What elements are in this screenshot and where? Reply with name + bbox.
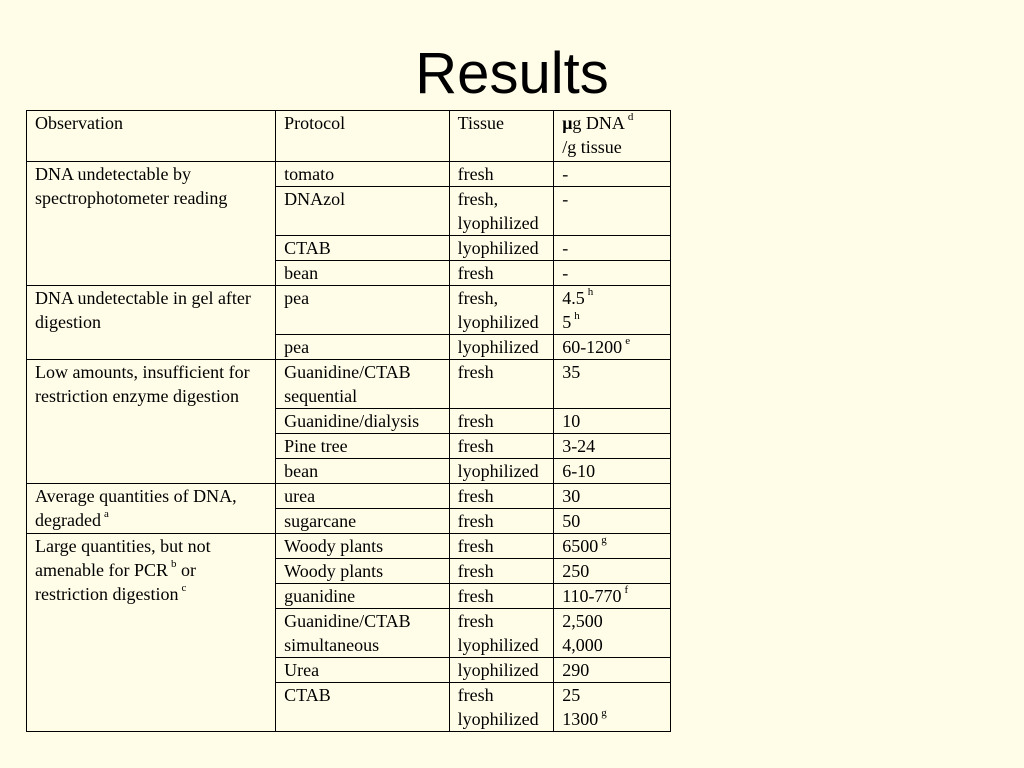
dna-value: 5 — [562, 312, 572, 332]
dna-cell: - — [554, 261, 671, 286]
dna-cell: 6-10 — [554, 459, 671, 484]
tissue-cell: fresh — [449, 484, 554, 509]
tissue-line: fresh — [457, 685, 494, 705]
protocol-cell: Guanidine/dialysis — [276, 409, 450, 434]
dna-cell: 35 — [554, 360, 671, 409]
dna-footnote: g — [601, 707, 607, 719]
dna-footnote: g — [601, 534, 607, 546]
table-row — [27, 162, 671, 187]
observation-cell: Low amounts, insufficient for restriction enzyme digestion — [27, 360, 276, 484]
protocol-cell: CTAB — [276, 236, 450, 261]
dna-footnote: h — [587, 286, 594, 298]
slide-title: Results — [415, 41, 609, 106]
protocol-cell: pea — [276, 335, 450, 360]
dna-footnote: h — [574, 310, 580, 322]
protocol-cell: guanidine — [276, 584, 450, 609]
header-observation: Observation — [27, 111, 276, 162]
table-header-row — [27, 111, 671, 162]
tissue-cell: fresh — [449, 509, 554, 534]
mu-symbol: μ — [562, 113, 573, 133]
dna-cell — [554, 534, 671, 559]
header-dna-footnote: d — [627, 111, 634, 123]
tissue-line: lyophilized — [457, 635, 539, 655]
protocol-cell: pea — [276, 286, 450, 335]
protocol-cell: tomato — [276, 162, 450, 187]
header-dna-label: g DNA — [572, 113, 625, 133]
tissue-cell: fresh — [449, 162, 554, 187]
observation-text: Large quantities, but not amenable for PCR — [35, 536, 211, 580]
header-protocol: Protocol — [276, 111, 450, 162]
protocol-cell: Guanidine/CTAB simultaneous — [276, 609, 450, 658]
dna-cell — [554, 335, 671, 360]
observation-footnote: a — [103, 508, 109, 520]
protocol-cell: DNAzol — [276, 187, 450, 236]
tissue-cell: fresh — [449, 409, 554, 434]
dna-cell: 3-24 — [554, 434, 671, 459]
tissue-line: lyophilized — [457, 312, 539, 332]
dna-cell — [554, 286, 671, 335]
dna-value: 2,500 — [562, 611, 603, 631]
dna-footnote: e — [625, 335, 631, 347]
dna-cell: 290 — [554, 658, 671, 683]
tissue-cell: fresh — [449, 584, 554, 609]
results-table — [26, 110, 671, 732]
dna-value: 6500 — [562, 536, 599, 556]
tissue-cell: lyophilized — [449, 459, 554, 484]
observation-text: or restriction digestion — [35, 560, 196, 604]
dna-cell: 30 — [554, 484, 671, 509]
tissue-cell: fresh — [449, 559, 554, 584]
table-row — [27, 484, 671, 509]
tissue-cell: fresh — [449, 434, 554, 459]
dna-cell: 50 — [554, 509, 671, 534]
header-dna-per-tissue — [554, 111, 671, 162]
dna-value: 4,000 — [562, 635, 603, 655]
observation-footnote: c — [181, 582, 187, 594]
table-row — [27, 534, 671, 559]
dna-value: 25 — [562, 685, 581, 705]
table-row — [27, 360, 671, 409]
dna-footnote: f — [624, 584, 629, 596]
protocol-cell: urea — [276, 484, 450, 509]
protocol-cell: CTAB — [276, 683, 450, 732]
protocol-cell: Woody plants — [276, 559, 450, 584]
protocol-cell: Woody plants — [276, 534, 450, 559]
tissue-cell: lyophilized — [449, 658, 554, 683]
protocol-cell: Urea — [276, 658, 450, 683]
observation-cell — [27, 484, 276, 534]
dna-cell — [554, 584, 671, 609]
observation-text: Average quantities of DNA, degraded — [35, 486, 237, 530]
dna-value: 60-1200 — [562, 337, 623, 357]
observation-cell — [27, 534, 276, 732]
tissue-cell: fresh — [449, 360, 554, 409]
dna-value: 1300 — [562, 709, 599, 729]
protocol-cell: bean — [276, 261, 450, 286]
tissue-line: fresh, — [457, 189, 499, 209]
protocol-cell: bean — [276, 459, 450, 484]
observation-footnote: b — [170, 558, 177, 570]
dna-cell: - — [554, 236, 671, 261]
dna-cell: 250 — [554, 559, 671, 584]
protocol-cell: sugarcane — [276, 509, 450, 534]
header-dna-unit: /g tissue — [562, 137, 622, 157]
dna-cell: - — [554, 187, 671, 236]
tissue-cell: fresh — [449, 534, 554, 559]
tissue-cell — [449, 609, 554, 658]
tissue-line: lyophilized — [457, 709, 539, 729]
observation-cell: DNA undetectable by spectrophotometer reading — [27, 162, 276, 286]
tissue-line: lyophilized — [457, 213, 539, 233]
tissue-cell: fresh — [449, 261, 554, 286]
tissue-cell — [449, 683, 554, 732]
dna-cell — [554, 609, 671, 658]
dna-value: 4.5 — [562, 288, 585, 308]
dna-cell: - — [554, 162, 671, 187]
protocol-cell: Guanidine/CTAB sequential — [276, 360, 450, 409]
header-tissue: Tissue — [449, 111, 554, 162]
dna-cell: 10 — [554, 409, 671, 434]
observation-cell: DNA undetectable in gel after digestion — [27, 286, 276, 360]
tissue-cell — [449, 187, 554, 236]
tissue-line: fresh — [457, 611, 494, 631]
tissue-cell: lyophilized — [449, 335, 554, 360]
tissue-line: fresh, — [457, 288, 499, 308]
tissue-cell: lyophilized — [449, 236, 554, 261]
tissue-cell — [449, 286, 554, 335]
dna-value: 110-770 — [562, 586, 622, 606]
protocol-cell: Pine tree — [276, 434, 450, 459]
table-row — [27, 286, 671, 335]
dna-cell — [554, 683, 671, 732]
